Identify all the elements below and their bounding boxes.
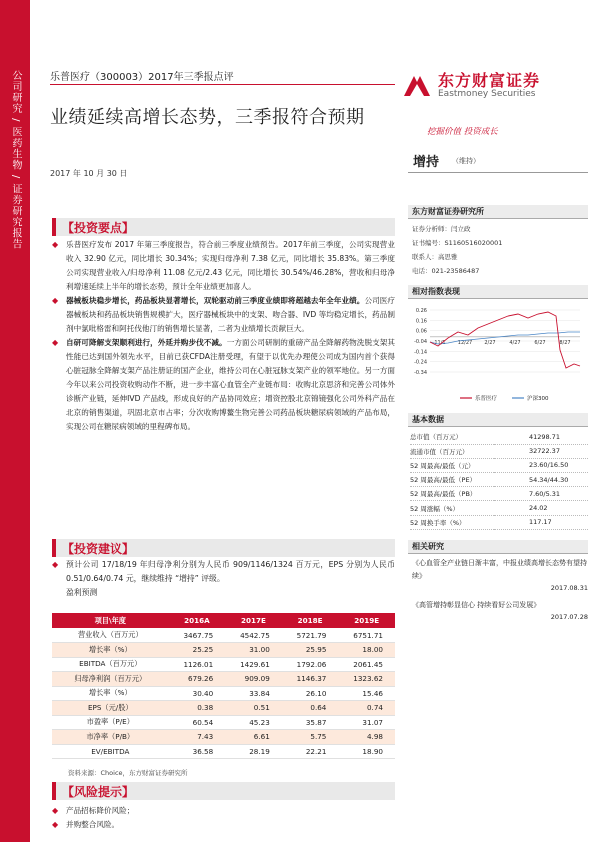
forecast-cell: 15.46 <box>338 686 395 701</box>
chart-y-tick: 0.06 <box>415 328 427 335</box>
report-subtitle: 乐普医疗（300003）2017年三季报点评 <box>50 72 234 83</box>
forecast-caption: 盈利预测 <box>66 588 98 597</box>
forecast-cell: 33.84 <box>225 686 282 701</box>
basic-data-row <box>410 458 588 472</box>
forecast-cell: 4.98 <box>338 730 395 745</box>
rating-box <box>408 145 588 173</box>
highlight-text: 一方面公司研制的重磅产品全降解药物洗脱支架其性能已达到国外领先水平，目前已获CFDA注册受理，有望于以优先办理使公司成为国内首个获得心脏冠脉全降解支架产品注册证的国产企业，维持公司在心脏冠脉支架产业的领军地位。另一方面今年以来公司投资收购动作不断，进一步丰富心血管全产业链布局：收购北京思济和完善公司体外诊断产业链，延伸IVD 产品线，形成良好的产品协同效应；增资控股北京锦镜强化公司外科产品在北京的销售渠道，巩固北京市占率；分次收购博鳌生物完善公司药品板块糖尿病领域的产品布局，实现公司在糖尿病领域的里程碑布局。 <box>66 338 395 431</box>
forecast-row-label: 市盈率（P/E） <box>52 715 169 730</box>
forecast-row <box>52 730 395 745</box>
forecast-cell: 36.58 <box>169 744 226 759</box>
basic-data-label: 52 周最高/最低（元） <box>410 458 494 472</box>
recommendation-text: 预计公司 17/18/19 年归母净利分别为人民币 909/1146/1324 百万元，EPS 分别为人民币 0.51/0.64/0.74 元，继续维持 “增持” 评级。 <box>66 560 395 583</box>
related-item-date: 2017.08.31 <box>550 584 588 592</box>
forecast-cell: 7.43 <box>169 730 226 745</box>
forecast-row-label: 归母净利润（百万元） <box>52 672 169 687</box>
forecast-cell: 4542.75 <box>225 628 282 643</box>
chart-x-tick: 4/27 <box>509 339 521 346</box>
forecast-header-row <box>52 613 395 628</box>
risk-item: ◆ 产品招标降价风险； <box>52 804 395 818</box>
relative-index-chart <box>408 302 588 407</box>
basic-data-label: 52 周最高/最低（PB） <box>410 487 494 501</box>
chart-y-tick: -0.34 <box>414 370 427 376</box>
basic-data-value: 23.60/16.50 <box>494 458 588 472</box>
header-divider <box>50 84 395 85</box>
basic-data-label: 流通市值（百万元） <box>410 444 494 458</box>
forecast-cell: 1323.62 <box>338 672 395 687</box>
chart-x-tick: 6/27 <box>534 339 546 346</box>
section-risk <box>52 782 395 800</box>
forecast-table <box>52 613 395 759</box>
basic-data-row <box>410 444 588 458</box>
forecast-cell: 5.75 <box>282 730 339 745</box>
chart-title-bar <box>408 285 588 299</box>
basic-data-title: 基本数据 <box>412 415 444 424</box>
basic-data-label: 52 周最高/最低（PE） <box>410 473 494 487</box>
basic-data-value: 54.34/44.30 <box>494 473 588 487</box>
forecast-cell: 30.40 <box>169 686 226 701</box>
forecast-header-cell: 2017E <box>225 613 282 628</box>
forecast-cell: 60.54 <box>169 715 226 730</box>
forecast-cell: 35.87 <box>282 715 339 730</box>
related-item-date: 2017.07.28 <box>550 613 588 621</box>
forecast-header-cell: 2018E <box>282 613 339 628</box>
related-item-title[interactable]: 《高管增持彰显信心 持续看好公司发展》 <box>412 600 541 609</box>
forecast-row-label: 营业收入（百万元） <box>52 628 169 643</box>
basic-data-table <box>410 430 588 530</box>
chart-title: 相对指数表现 <box>412 287 460 296</box>
forecast-header-cell: 项目\年度 <box>52 613 169 628</box>
chart-y-tick: 0.26 <box>415 308 427 314</box>
forecast-cell: 1146.37 <box>282 672 339 687</box>
analyst-line: 电话：021-23586487 <box>412 267 480 275</box>
risk-item: ◆ 并购整合风险。 <box>52 818 395 832</box>
forecast-cell: 26.10 <box>282 686 339 701</box>
forecast-cell: 6.61 <box>225 730 282 745</box>
chart-series-line-hs300 <box>430 332 580 344</box>
section-risk-title: 【风险提示】 <box>62 785 135 799</box>
forecast-cell: 909.09 <box>225 672 282 687</box>
forecast-cell: 31.00 <box>225 643 282 658</box>
forecast-cell: 18.90 <box>338 744 395 759</box>
rating-label: 增持 <box>413 155 440 170</box>
basic-data-label: 52 周涨幅（%） <box>410 501 494 515</box>
forecast-cell: 45.23 <box>225 715 282 730</box>
forecast-row-label: EV/EBITDA <box>52 744 169 759</box>
basic-data-value: 7.60/5.31 <box>494 487 588 501</box>
chart-legend-label: 乐普医疗 <box>475 396 498 402</box>
chart-x-tick: 2/27 <box>484 339 496 346</box>
forecast-cell: 2061.45 <box>338 657 395 672</box>
forecast-cell: 18.00 <box>338 643 395 658</box>
chart-x-tick: 8/27 <box>559 339 571 346</box>
forecast-header-cell: 2019E <box>338 613 395 628</box>
chart-y-tick: -0.24 <box>414 359 427 366</box>
related-list <box>412 557 588 628</box>
highlight-item <box>52 294 395 336</box>
forecast-row <box>52 643 395 658</box>
forecast-cell: 5721.79 <box>282 628 339 643</box>
basic-data-value: 117.17 <box>494 515 588 529</box>
analyst-line: 联系人：高思雅 <box>412 253 458 261</box>
forecast-row <box>52 672 395 687</box>
section-highlights <box>52 218 395 236</box>
forecast-cell: 0.64 <box>282 701 339 716</box>
forecast-row-label: 增长率（%） <box>52 643 169 658</box>
forecast-row <box>52 744 395 759</box>
basic-data-value: 32722.37 <box>494 444 588 458</box>
basic-data-label: 52 周换手率（%） <box>410 515 494 529</box>
forecast-header-cell: 2016A <box>169 613 226 628</box>
section-highlights-title: 【投资要点】 <box>62 221 135 235</box>
forecast-cell: 0.51 <box>225 701 282 716</box>
related-title: 相关研究 <box>412 542 444 551</box>
highlight-bold: 器械板块稳步增长，药品板块显著增长，双轮驱动前三季度业绩即将超越去年全年业绩。 <box>66 296 365 305</box>
rating-sub: （维持） <box>452 157 480 165</box>
forecast-cell: 0.38 <box>169 701 226 716</box>
sidebar-category-text: 公司研究 / 医药生物 / 证券研究报告 <box>10 70 21 250</box>
chart-y-tick: -0.14 <box>414 349 427 356</box>
basic-data-row <box>410 501 588 515</box>
institute-title: 东方财富证券研究所 <box>412 207 484 216</box>
basic-data-title-bar <box>408 413 588 427</box>
report-date: 2017 年 10 月 30 日 <box>50 169 128 178</box>
forecast-cell: 28.19 <box>225 744 282 759</box>
forecast-cell: 6751.71 <box>338 628 395 643</box>
chart-y-tick: 0.16 <box>415 318 427 325</box>
report-title: 业绩延续高增长态势，三季报符合预期 <box>50 107 365 128</box>
forecast-row-label: 增长率（%） <box>52 686 169 701</box>
brand-slogan: 挖掘价值 投资成长 <box>427 127 498 137</box>
basic-data-value: 41298.71 <box>494 430 588 444</box>
basic-data-label: 总市值（百万元） <box>410 430 494 444</box>
basic-data-value: 24.02 <box>494 501 588 515</box>
basic-data-row <box>410 515 588 529</box>
section-recommendation <box>52 539 395 557</box>
brand-name-cn: 东方财富证券 <box>438 71 541 90</box>
forecast-cell: 0.74 <box>338 701 395 716</box>
chart-x-tick: 12/27 <box>457 339 473 346</box>
forecast-row <box>52 657 395 672</box>
forecast-cell: 3467.75 <box>169 628 226 643</box>
section-recommendation-title: 【投资建议】 <box>62 542 135 556</box>
recommendation-list <box>52 558 395 600</box>
basic-data-row <box>410 430 588 444</box>
analyst-info <box>412 222 502 278</box>
highlight-item <box>52 238 395 294</box>
left-sidebar <box>0 0 30 842</box>
related-item-title[interactable]: 《心血管全产业链日渐丰富，中报业绩高增长态势有望持续》 <box>412 559 587 580</box>
forecast-row <box>52 628 395 643</box>
forecast-cell: 1792.06 <box>282 657 339 672</box>
chart-legend-label: 沪深300 <box>527 396 549 402</box>
forecast-row <box>52 701 395 716</box>
chart-x-tick: 11/1 <box>434 339 446 346</box>
forecast-cell: 22.21 <box>282 744 339 759</box>
related-title-bar <box>408 540 588 554</box>
forecast-cell: 31.07 <box>338 715 395 730</box>
highlight-item <box>52 336 395 434</box>
institute-title-bar <box>408 205 588 219</box>
forecast-row-label: 市净率（P/B） <box>52 730 169 745</box>
forecast-cell: 25.25 <box>169 643 226 658</box>
forecast-source: 资料来源：Choice，东方财富证券研究所 <box>68 769 188 777</box>
analyst-line: 证券分析师：闫立政 <box>412 225 471 233</box>
chart-y-tick: -0.04 <box>414 339 427 345</box>
basic-data-row <box>410 487 588 501</box>
brand-logo-icon <box>400 68 434 102</box>
analyst-line: 证书编号：S1160516020001 <box>412 239 503 247</box>
brand-name-en: Eastmoney Securities <box>438 89 536 99</box>
brand-logo <box>400 66 580 106</box>
highlights-list <box>52 238 395 434</box>
forecast-cell: 1429.61 <box>225 657 282 672</box>
forecast-cell: 25.95 <box>282 643 339 658</box>
risk-list <box>52 804 395 832</box>
highlight-bold: 自研可降解支架顺利进行，外延并购步伐不减。 <box>66 338 227 347</box>
forecast-cell: 679.26 <box>169 672 226 687</box>
recommendation-item <box>52 558 395 586</box>
forecast-row <box>52 686 395 701</box>
highlight-text: 公司医疗器械板块和药品板块销售规模扩大，医疗器械板块中的支架、吻合器、IVD 等均稳定增长，药品制剂中氯吡格雷和阿托伐他汀的销售增长显著，二者为业绩增长贡献巨大。 <box>66 296 396 333</box>
highlight-text: 乐普医疗发布 2017 年第三季度报告，符合前三季度业绩预告。2017年前三季度，公司实现营业收入 32.90 亿元，同比增长 30.34%；实现归母净利 7.38 亿元，同比增长 35.83%。第三季度公司实现营业收入/归母净利 11.08 亿元/2.43 亿元，同比增长 30.54%/46.28%，营收和归母净利增速延续上半年的增长态势，预计全年业绩更加喜人。 <box>66 240 395 291</box>
forecast-cell: 1126.01 <box>169 657 226 672</box>
forecast-row-label: EBITDA（百万元） <box>52 657 169 672</box>
forecast-row <box>52 715 395 730</box>
forecast-row-label: EPS（元/股） <box>52 701 169 716</box>
basic-data-row <box>410 473 588 487</box>
